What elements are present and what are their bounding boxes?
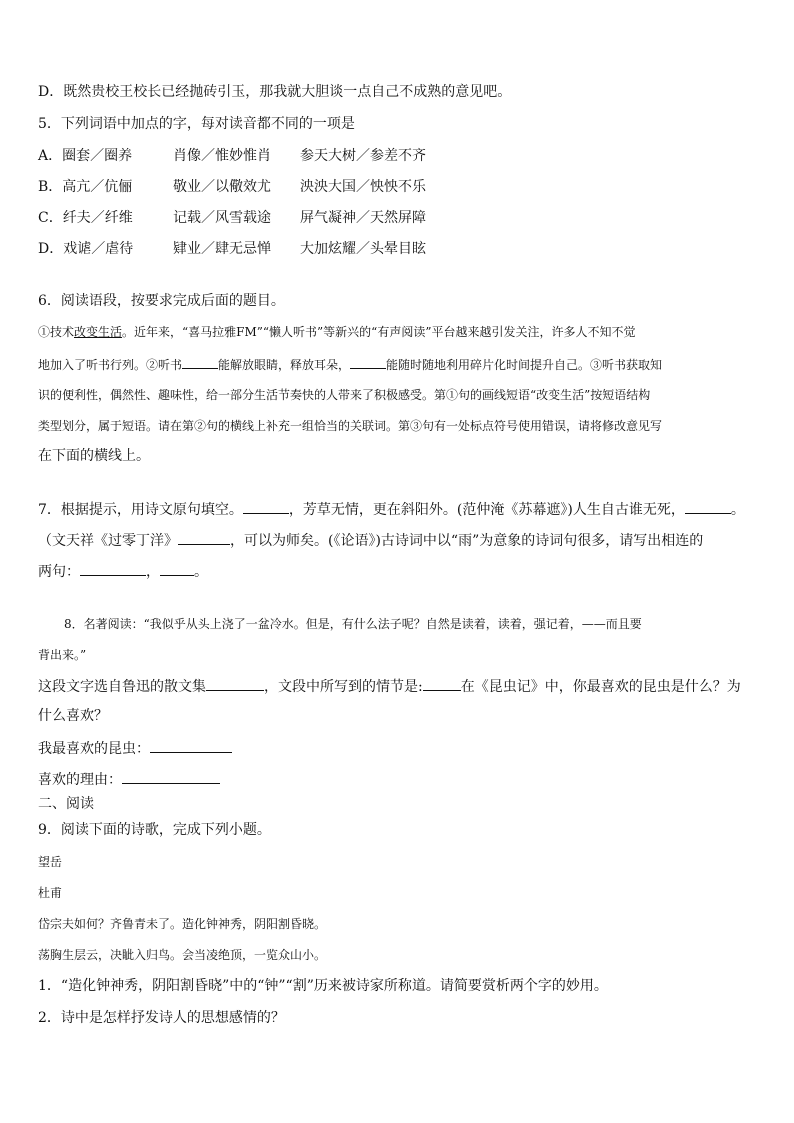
answer-blank[interactable]: [150, 738, 232, 753]
q5-a-col3: 参天大树／参差不齐: [300, 148, 426, 164]
q8-l1-c: 在《昆虫记》中，你最喜欢的昆虫是什么？为: [460, 679, 741, 695]
q7-l3-a: 两句：: [38, 564, 80, 580]
q6-p2-c: 能随时随地利用碎片化时间提升自己。③听书获取知: [386, 358, 663, 372]
q6-para-line4: 类型划分，属于短语。请在第②句的横线上补充一组恰当的关联词。第③句有一处标点符号使用错误，请将修改意见写: [38, 419, 663, 433]
underlined-phrase: 改变生活: [74, 325, 123, 339]
answer-blank[interactable]: [182, 354, 218, 369]
poem-author: 杜甫: [38, 886, 63, 900]
q6-p2-b: 能解放眼睛，释放耳朵，: [218, 358, 351, 372]
q5-b-col1: B．高亢／伉俪: [38, 179, 133, 195]
q6-para-line3: 识的便利性，偶然性、趣味性，给一部分生活节奏快的人带来了积极感受。第①句的画线短语“改变生活”按短语结构: [38, 388, 651, 402]
q4-option-d: D．既然贵校王校长已经抛砖引玉，那我就大胆谈一点自己不成熟的意见吧。: [38, 84, 512, 100]
q7-l1-c: 。: [730, 502, 745, 518]
q5-c-col3: 屏气凝神／天然屏障: [300, 210, 426, 226]
q8-l1-a: 这段文字选自鲁迅的散文集: [38, 679, 206, 695]
q8-line1: [38, 676, 741, 697]
q8-line2: 什么喜欢？: [38, 708, 108, 724]
q7-l1-b: ，芳草无情，更在斜阳外。(范仲淹《苏幕遮》)人生自古谁无死，: [288, 502, 685, 518]
q8-l1-b: ，文段中所写到的情节是:: [264, 679, 423, 695]
q9-stem: 9．阅读下面的诗歌，完成下列小题。: [38, 822, 271, 838]
q7-l3-c: 。: [194, 564, 208, 580]
q9-sub1: 1．“造化钟神秀，阴阳割昏晓”中的“钟”“割”历来被诗家所称道。请简要赏析两个字的妙用。: [38, 978, 608, 994]
q6-p1-b: 。近年来，“喜马拉雅FM”“懒人听书”等新兴的“有声阅读”平台越来越引发关注，许多人不知不觉: [122, 325, 636, 339]
answer-blank[interactable]: [160, 561, 194, 576]
q5-a-col1: A．圈套／圈养: [38, 148, 133, 164]
q6-para-line2: [38, 354, 662, 375]
q5-option-c: [38, 208, 426, 228]
answer-blank[interactable]: [178, 530, 230, 545]
answer-blank[interactable]: [350, 354, 386, 369]
q8-reason-label: 喜欢的理由：: [38, 772, 122, 788]
q7-line1: [38, 499, 745, 520]
q8-reason-line: [38, 769, 220, 790]
q5-d-col3: 大加炫耀／头晕目眩: [300, 241, 426, 257]
q7-line3: [38, 561, 208, 582]
q5-a-col2: 肖像／惟妙惟肖: [173, 148, 271, 164]
q7-l1-a: 7．根据提示，用诗文原句填空。: [38, 502, 243, 518]
poem-line1: 岱宗夫如何？齐鲁青未了。造化钟神秀，阴阳割昏晓。: [38, 917, 327, 931]
answer-blank[interactable]: [685, 499, 731, 514]
q7-l2-a: （文天祥《过零丁洋》: [38, 533, 178, 549]
q6-para-line5: 在下面的横线上。: [38, 448, 150, 464]
q8-insect-line: [38, 738, 232, 759]
q5-b-col3: 泱泱大国／怏怏不乐: [300, 179, 426, 195]
poem-title: 望岳: [38, 855, 63, 869]
answer-blank[interactable]: [206, 676, 264, 691]
q7-line2: [38, 530, 703, 551]
section-heading: 二、阅读: [38, 796, 94, 812]
q5-c-col2: 记载／风雪载途: [173, 210, 271, 226]
answer-blank[interactable]: [243, 499, 289, 514]
q5-b-col2: 敬业／以儆效尤: [173, 179, 271, 195]
q7-l3-b: ，: [146, 564, 160, 580]
q5-stem: 5．下列词语中加点的字，每对读音都不同的一项是: [38, 116, 355, 132]
q7-l2-b: ，可以为师矣。(《论语》)古诗词中以“雨”为意象的诗词句很多，请写出相连的: [230, 533, 704, 549]
q5-d-col1: D．戏谑／虐待: [38, 241, 134, 257]
q8-quote-line1: 8．名著阅读：“我似乎从头上浇了一盆冷水。但是，有什么法子呢？自然是读着，读着，强记着，——而且要: [64, 617, 642, 631]
q6-p1-a: ①技术: [38, 325, 75, 339]
q9-sub2: 2．诗中是怎样抒发诗人的思想感情的？: [38, 1010, 285, 1026]
q5-option-a: [38, 146, 426, 166]
q8-quote-line2: 背出来。”: [38, 648, 87, 662]
q6-para-line1: [38, 322, 635, 342]
answer-blank[interactable]: [423, 676, 461, 691]
answer-blank[interactable]: [80, 561, 146, 576]
poem-line2: 荡胸生层云，决眦入归鸟。会当凌绝顶，一览众山小。: [38, 948, 327, 962]
answer-blank[interactable]: [122, 769, 220, 784]
q5-c-col1: C．纤夫／纤维: [38, 210, 133, 226]
q8-insect-label: 我最喜欢的昆虫：: [38, 741, 150, 757]
q5-option-d: [38, 239, 426, 259]
q5-d-col2: 肄业／肆无忌惮: [173, 241, 271, 257]
q5-option-b: [38, 177, 426, 197]
q6-stem: 6．阅读语段，按要求完成后面的题目。: [38, 293, 285, 309]
q6-p2-a: 地加入了听书行列。②听书: [38, 358, 183, 372]
